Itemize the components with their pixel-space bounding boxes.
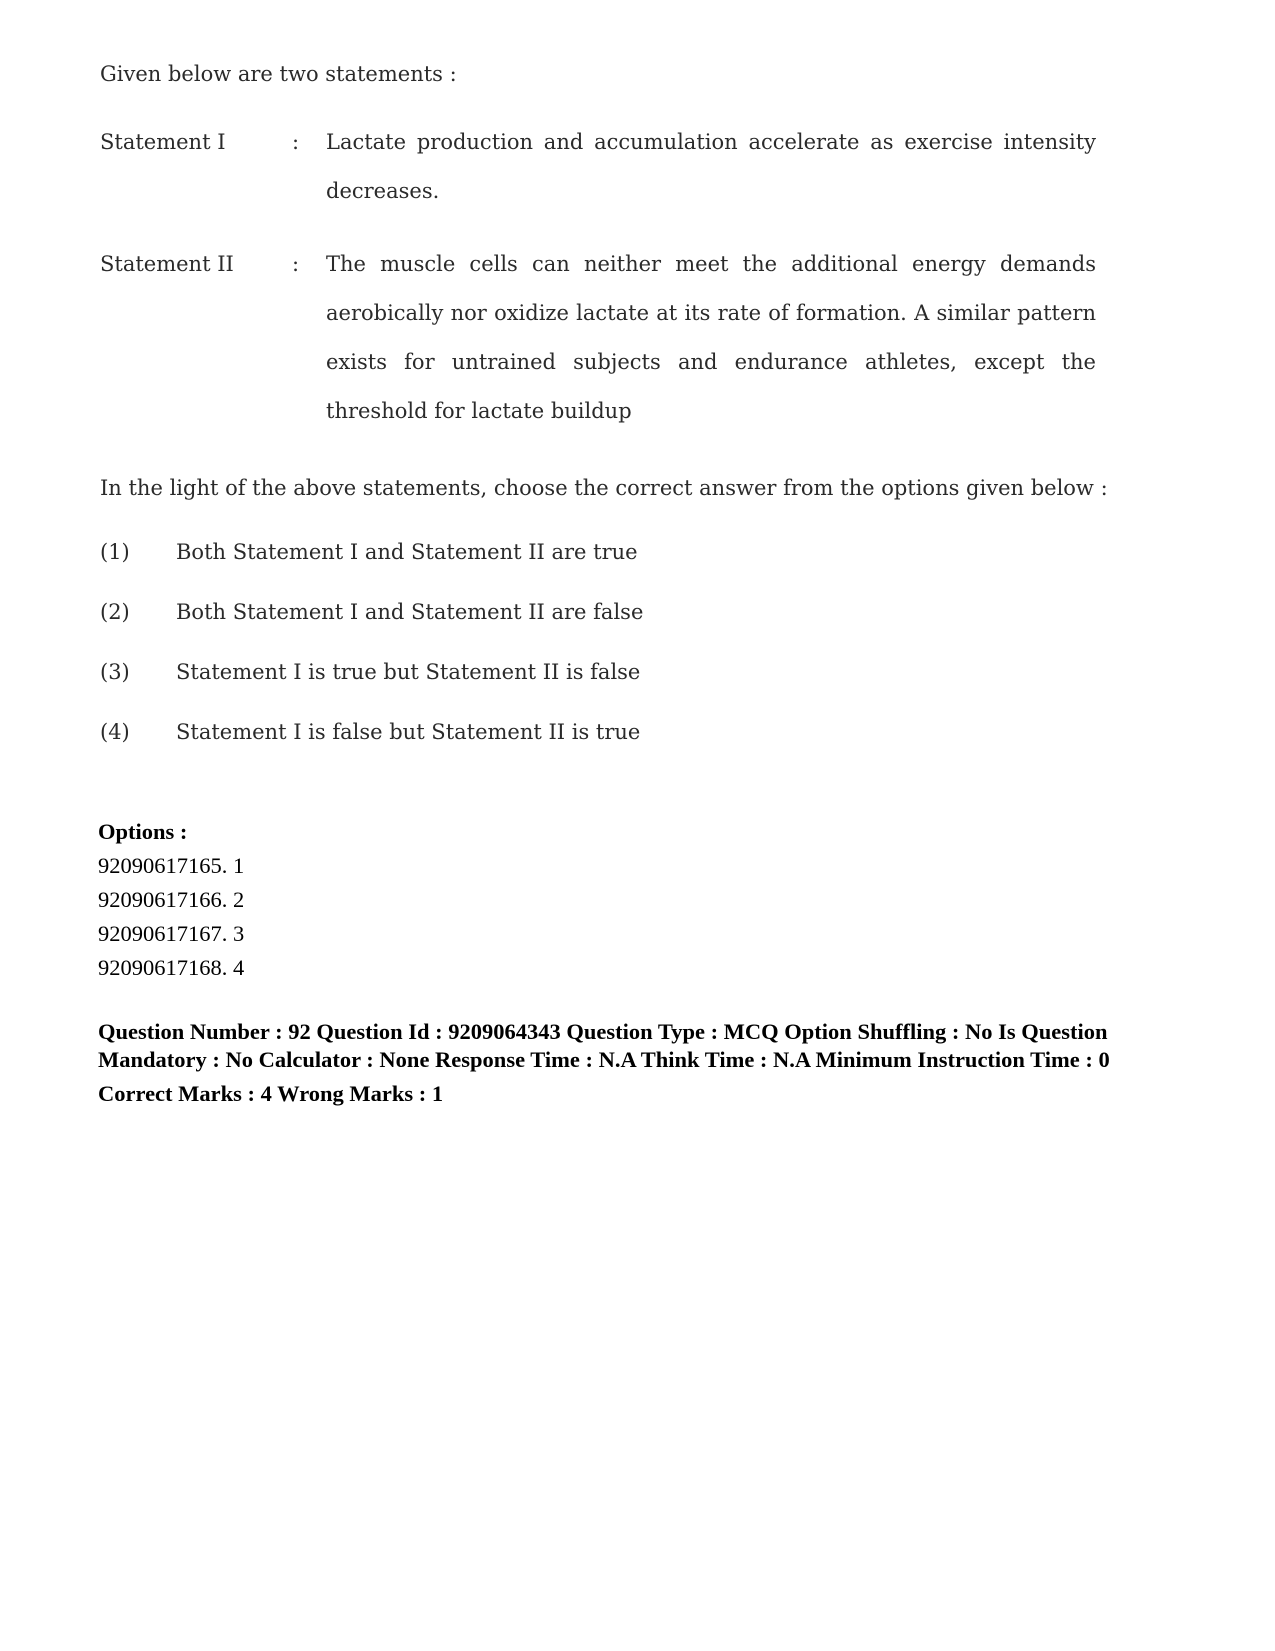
choice-number: (4)	[100, 720, 130, 744]
statement-one	[100, 128, 1120, 216]
option-id-row: 92090617168. 4	[98, 955, 245, 980]
question-metadata	[98, 815, 1178, 1108]
marks-info: Correct Marks : 4 Wrong Marks : 1	[98, 1081, 444, 1106]
option-id-row: 92090617166. 2	[98, 887, 245, 912]
choice-text: Statement I is true but Statement II is false	[176, 660, 641, 684]
options-heading: Options :	[98, 819, 188, 844]
question-image	[100, 60, 1120, 778]
question-info: Question Number : 92 Question Id : 9209064343 Question Type : MCQ Option Shuffling : No Is Question Mandatory : No Calculator : None Response Time : N.A Think Time : N.A Minimum Instruction Time : 0	[98, 1019, 1110, 1072]
choice-number: (2)	[100, 600, 130, 624]
choice-text: Both Statement I and Statement II are true	[176, 540, 638, 564]
answer-choice-3	[100, 658, 1120, 718]
answer-choice-2	[100, 598, 1120, 658]
statement-label: Statement II	[100, 252, 234, 276]
statement-colon: :	[292, 130, 300, 154]
statement-two	[100, 250, 1120, 436]
statement-colon: :	[292, 252, 300, 276]
statement-label: Statement I	[100, 130, 226, 154]
choice-text: Statement I is false but Statement II is true	[176, 720, 641, 744]
choice-text: Both Statement I and Statement II are false	[176, 600, 644, 624]
question-intro: Given below are two statements :	[100, 62, 457, 86]
option-id-row: 92090617167. 3	[98, 921, 245, 946]
choice-number: (1)	[100, 540, 130, 564]
statement-text: Lactate production and accumulation accelerate as exercise intensity decreases.	[326, 130, 1096, 203]
answer-choices	[100, 538, 1120, 778]
answer-choice-4	[100, 718, 1120, 778]
question-prompt: In the light of the above statements, choose the correct answer from the options given below :	[100, 476, 1108, 500]
statement-text: The muscle cells can neither meet the additional energy demands aerobically nor oxidize lactate at its rate of formation. A similar pattern exists for untrained subjects and endurance athletes, except the threshold for lactate buildup	[326, 252, 1096, 423]
choice-number: (3)	[100, 660, 130, 684]
answer-choice-1	[100, 538, 1120, 598]
option-id-row: 92090617165. 1	[98, 853, 245, 878]
